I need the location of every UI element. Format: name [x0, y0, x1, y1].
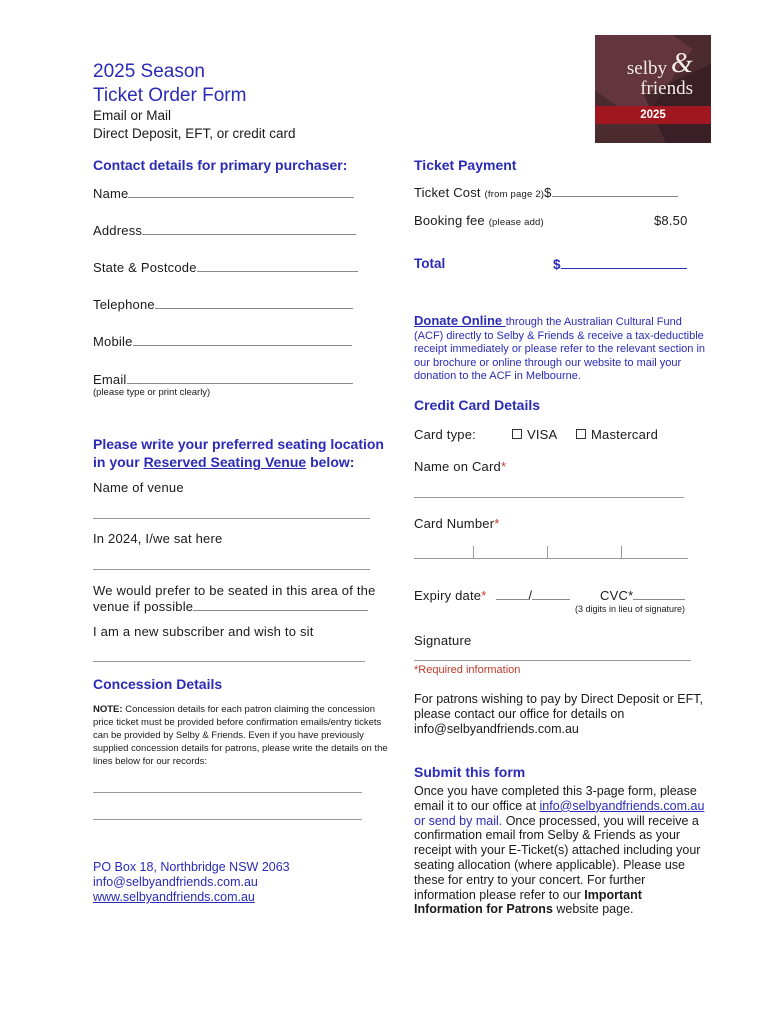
address-label: Address — [93, 223, 143, 238]
card-number-field[interactable] — [414, 546, 688, 559]
sat-field[interactable] — [93, 569, 370, 570]
cvc-row — [600, 588, 685, 603]
submit-text-3: Once processed, you will receive a confirmation email from Selby & Friends as your receipt with your E-Ticket(s) attached including your seating allocation (where applicable). Please use these for entry to your concert. For further information please refer to our — [414, 813, 701, 902]
reserved-seating-venue-link[interactable]: Reserved Seating Venue — [143, 454, 307, 470]
email-note: (please type or print clearly) — [93, 387, 211, 398]
state-field[interactable] — [197, 260, 358, 272]
submit-email-link[interactable]: info@selbyandfriends.com.au — [539, 798, 705, 813]
seating-heading — [93, 435, 393, 471]
name-on-card-required: * — [500, 459, 507, 474]
submit-mail-text: or send by mail. — [414, 813, 503, 828]
mobile-field[interactable] — [133, 334, 352, 346]
subtitle-line-2: Direct Deposit, EFT, or credit card — [93, 126, 296, 141]
form-subtitle — [93, 107, 296, 143]
visa-option[interactable] — [512, 427, 557, 442]
expiry-slash: / — [528, 588, 533, 603]
expiry-label: Expiry date — [414, 588, 482, 603]
state-row — [93, 260, 358, 275]
contact-heading: Contact details for primary purchaser: — [93, 157, 348, 173]
email-label: Email — [93, 372, 127, 387]
address-field[interactable] — [142, 223, 356, 235]
expiry-year-field[interactable] — [532, 588, 570, 600]
address-row — [93, 223, 356, 238]
signature-field[interactable] — [414, 660, 691, 661]
ticket-cost-label: Ticket Cost — [414, 185, 481, 200]
prefer-label-2: venue if possible — [93, 599, 194, 614]
donate-text: through the Australian Cultural Fund (ACF) directly to Selby & Friends & receive a tax-deductible receipt immediately or please refer to the relevant section in our brochure or online through our website to mail your donation to the ACF in Melbourne. — [414, 316, 706, 382]
logo-word-selby: selby — [626, 58, 667, 79]
mastercard-checkbox[interactable] — [576, 429, 586, 439]
booking-fee-label: Booking fee — [414, 213, 485, 228]
expiry-required: * — [481, 588, 487, 603]
sat-label: In 2024, I/we sat here — [93, 531, 223, 546]
concession-line-2[interactable] — [93, 819, 362, 820]
total-row — [553, 256, 687, 272]
card-number-label: Card Number — [414, 516, 495, 531]
po-box: PO Box 18, Northbridge NSW 2063 — [93, 860, 290, 874]
note-text: Concession details for each patron claiming the concession price ticket must be provided before confirmation emails/entry tickets can be provided by Selby & Friends. Even if you have previously supplied concession details for patrons, please write the details on the lines below for our records: — [93, 704, 388, 767]
concession-line-1[interactable] — [93, 792, 362, 793]
important-info-link[interactable]: Important Information for Patrons — [414, 887, 642, 917]
booking-fee-note: (please add) — [488, 217, 544, 228]
name-field[interactable] — [128, 186, 354, 198]
logo-ampersand: & — [671, 48, 693, 79]
logo-year: 2025 — [595, 106, 711, 124]
title-line-1: 2025 Season — [93, 61, 205, 82]
state-label: State & Postcode — [93, 260, 197, 275]
name-row — [93, 186, 354, 201]
total-field[interactable] — [561, 256, 687, 269]
telephone-row — [93, 297, 353, 312]
direct-deposit-note: For patrons wishing to pay by Direct Deposit or EFT, please contact our office for details on info@selbyandfriends.com.au — [414, 692, 704, 736]
concession-heading: Concession Details — [93, 676, 223, 692]
submit-text-1: Once you have completed this 3-page form, please email it to our office at — [414, 784, 697, 813]
ticket-cost-dollar: $ — [544, 185, 552, 200]
seating-heading-text: Please write your preferred seating location in your — [93, 436, 384, 470]
credit-card-heading: Credit Card Details — [414, 397, 541, 413]
submit-paragraph — [414, 784, 710, 917]
donate-online-link[interactable]: Donate Online — [414, 313, 506, 328]
signature-label: Signature — [414, 633, 472, 648]
booking-fee-row — [414, 213, 544, 228]
website-link[interactable]: www.selbyandfriends.com.au — [93, 890, 255, 904]
cvc-note: (3 digits in lieu of signature) — [575, 604, 686, 614]
venue-field[interactable] — [93, 518, 370, 519]
name-on-card-label: Name on Card — [414, 459, 501, 474]
email-row — [93, 372, 353, 387]
office-email[interactable]: info@selbyandfriends.com.au — [93, 875, 258, 889]
prefer-field[interactable] — [193, 599, 368, 611]
mastercard-label: Mastercard — [591, 427, 659, 442]
name-on-card-field[interactable] — [414, 497, 684, 498]
card-number-row — [414, 516, 500, 531]
donate-paragraph — [414, 314, 710, 384]
telephone-label: Telephone — [93, 297, 155, 312]
total-label: Total — [414, 256, 446, 271]
new-subscriber-label: I am a new subscriber and wish to sit — [93, 624, 314, 639]
telephone-field[interactable] — [155, 297, 353, 309]
cvc-required: * — [628, 588, 634, 603]
name-on-card-row — [414, 459, 506, 474]
ticket-cost-note: (from page 2) — [484, 189, 545, 200]
ticket-cost-row — [414, 185, 678, 200]
visa-label: VISA — [527, 427, 558, 442]
mobile-label: Mobile — [93, 334, 133, 349]
ticket-cost-field[interactable] — [552, 185, 678, 197]
cvc-field[interactable] — [633, 588, 685, 600]
email-field[interactable] — [127, 372, 353, 384]
prefer-row — [93, 583, 376, 615]
concession-note — [93, 703, 390, 768]
seating-heading-end: below: — [306, 454, 355, 470]
subtitle-line-1: Email or Mail — [93, 108, 172, 123]
logo-word-friends: friends — [640, 78, 693, 99]
submit-heading: Submit this form — [414, 764, 526, 780]
ticket-payment-heading: Ticket Payment — [414, 157, 517, 173]
required-info-note: *Required information — [414, 664, 521, 676]
selby-friends-logo — [595, 35, 711, 143]
submit-text-4: website page. — [552, 902, 634, 917]
total-dollar: $ — [553, 257, 561, 272]
card-number-required: * — [494, 516, 500, 531]
venue-label: Name of venue — [93, 480, 184, 495]
expiry-row — [414, 588, 570, 603]
new-subscriber-field[interactable] — [93, 661, 365, 662]
prefer-label-1: We would prefer to be seated in this area of the — [93, 583, 376, 598]
contact-address-block — [93, 860, 290, 905]
card-type-label: Card type: — [414, 427, 476, 442]
visa-checkbox[interactable] — [512, 429, 522, 439]
note-label: NOTE: — [93, 704, 123, 715]
mastercard-option[interactable] — [576, 427, 658, 442]
name-label: Name — [93, 186, 129, 201]
expiry-month-field[interactable] — [496, 588, 528, 600]
mobile-row — [93, 334, 352, 349]
cvc-label: CVC — [600, 588, 629, 603]
form-title — [93, 60, 246, 108]
title-line-2: Ticket Order Form — [93, 85, 247, 106]
booking-fee-value: $8.50 — [654, 213, 688, 228]
